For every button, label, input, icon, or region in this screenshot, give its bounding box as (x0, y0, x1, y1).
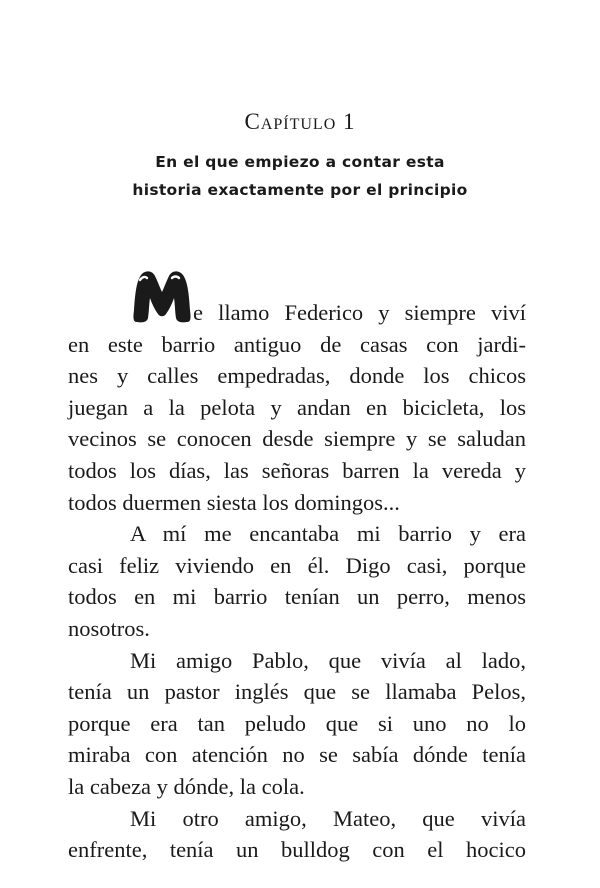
chapter-subtitle (0, 148, 600, 204)
paragraph-3 (68, 645, 526, 803)
text-line: nosotros. (68, 615, 150, 641)
paragraph-2 (68, 518, 526, 644)
text-line: la cabeza y dónde, la cola. (68, 773, 305, 799)
text-line: tenía un pastor inglés que se llamaba Pelos, (68, 679, 526, 705)
chapter-subtitle-line-1: En el que empiezo a contar esta (155, 153, 445, 171)
text-line: todos los días, las señoras barren la vereda y (68, 457, 526, 483)
text-line: porque era tan peludo que si uno no lo (68, 710, 526, 736)
text-line: miraba con atención no se sabía dónde tenía (68, 742, 526, 768)
chapter-title: Capítulo 1 (244, 109, 356, 134)
paragraph-1 (68, 297, 526, 518)
text-line: enfrente, tenía un bulldog con el hocico (68, 837, 526, 863)
text-line: casi feliz viviendo en él. Digo casi, porque (68, 552, 526, 578)
chapter-subtitle-line-2: historia exactamente por el principio (132, 181, 468, 199)
text-line: en este barrio antiguo de casas con jardi- (68, 331, 526, 357)
text-line: e llamo Federico y siempre viví (193, 300, 526, 325)
chapter-body (68, 297, 526, 866)
text-line: Mi otro amigo, Mateo, que vivía (130, 805, 526, 831)
paragraph-4 (68, 803, 526, 866)
text-line: A mí me encantaba mi barrio y era (130, 521, 526, 547)
text-line: nes y calles empedradas, donde los chicos (68, 363, 526, 389)
text-line: juegan a la pelota y andan en bicicleta, los (68, 394, 526, 420)
text-line: Mi amigo Pablo, que vivía al lado, (130, 647, 526, 673)
text-line: todos duermen siesta los domingos... (68, 489, 400, 515)
text-line: todos en mi barrio tenían un perro, menos (68, 584, 526, 610)
text-line: vecinos se conocen desde siempre y se saludan (68, 426, 526, 452)
